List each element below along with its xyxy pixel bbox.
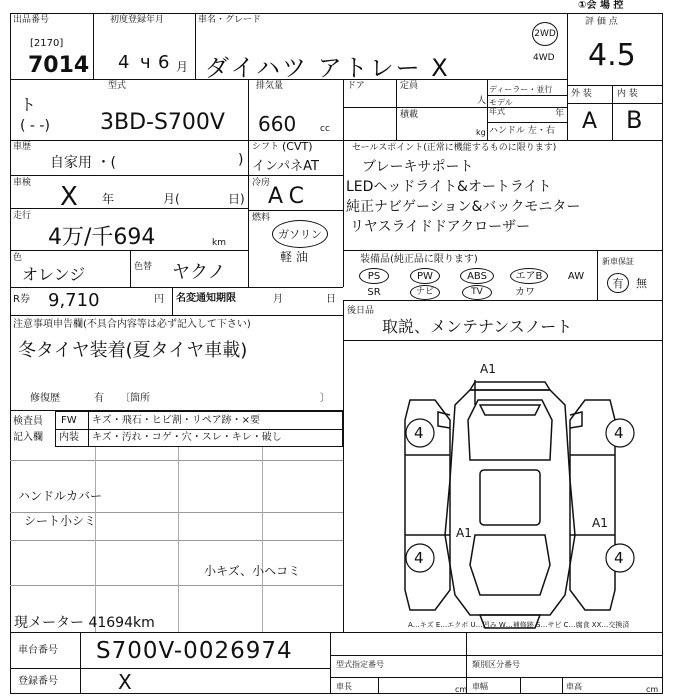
damage-legend: A…キズ E…エクボ U…凹み W…補修跡 S…サビ C…腐食 XX…交換済 [408,621,630,629]
length-cm-unit: cm [455,685,468,694]
damage-mark-front: A1 [480,362,496,376]
mark-t: ト [20,95,37,114]
mileage-value: 4万/千694 [48,225,156,250]
warranty-yes-circle: 有 [607,273,629,293]
yen-unit: 円 [154,294,164,305]
height-label: 車高 [566,682,582,691]
type-designation-label: 型式指定番号 [336,660,384,669]
after-items-title: 後日品 [347,306,375,316]
equip-sr: SR [367,287,381,298]
width-label: 車幅 [472,682,488,691]
first-registration-month: 6 [158,52,170,73]
interior-label: 内 装 [617,89,638,99]
lot-number-label: 出品番号 [13,15,50,25]
inspection-year-unit: 年 [102,192,115,206]
equip-ps: PS [359,268,389,284]
inspection-day-unit: 日) [228,192,245,206]
score-label: 評 価 点 [585,17,618,27]
cc-unit: cc [320,124,330,134]
equip-pw: PW [410,268,440,284]
comment-handle-cover: ハンドルカバー [18,489,103,503]
car-name-label: 車名・グレード [198,15,262,25]
registration-number-label: 登録番号 [18,676,58,687]
person-unit: 人 [477,96,487,106]
fw-items: キズ・飛石・ヒビ割・リペア跡・×要 [92,415,260,426]
shift-value2: インパネAT [252,159,319,174]
fuel-diesel: 軽 油 [280,250,308,264]
handle-label: ハンドル 左・右 [489,126,555,136]
capacity-label: 定員 [400,81,419,91]
comment-seat-stain: シート小シミ [24,514,97,528]
venue-label: ①会 場 控 [578,0,624,11]
repair-label: 修復歴 [30,393,60,404]
new-car-warranty-title: 新車保証 [602,257,634,266]
mileage-label: 走行 [13,211,32,221]
exterior-label: 外 装 [571,89,592,99]
drive-2wd-circle: 2WD [532,22,558,46]
sales-point-4: リヤスライドドアクローザー [350,219,531,235]
kg-unit: kg [476,128,486,137]
score-value: 4.5 [588,38,636,73]
length-label: 車長 [336,682,352,691]
interior-inspection-label: 内装 [59,432,79,443]
height-cm-unit: cm [646,685,659,694]
equip-airbag: エアB [510,268,548,284]
car-damage-diagram [380,360,660,660]
odometer-reading: 現メーター 41694km [14,615,155,631]
comment-small-scratch: 小キズ、小ヘコミ [204,564,301,578]
model-label: 型式 [108,81,127,91]
chassis-number-label: 車台番号 [18,645,58,656]
inspection-month-unit: 月( [163,192,180,206]
color-change-value: ヤクノ [172,262,226,283]
damage-mark-left: A1 [456,526,472,540]
shift-value: (CVT) [282,140,313,153]
after-items-value: 取説、メンテナンスノート [382,317,573,336]
color-label: 色 [13,253,23,263]
tax-label: 名変通知期限 [176,293,236,304]
sales-point-3: 純正ナビゲーション&バックモニター [346,199,581,215]
recycle-label: R券 [13,294,30,305]
repair-place: 〔箇所 [120,393,150,404]
registration-number-value: X [118,670,132,694]
equip-leather: カワ [515,287,535,298]
month-unit: 月 [176,60,189,74]
warranty-no: 無 [636,277,647,290]
history-value: 自家用 ・( [50,155,116,171]
sales-points-title: セールスポイント(正常に機能するものに限ります) [352,143,557,153]
color-change-label: 色替 [134,262,153,272]
inspection-value: X [60,182,78,212]
tire-mark-fl: 4 [414,424,424,442]
displacement-label: 排気量 [256,81,284,91]
model-year-unit: 年 [555,109,565,119]
notes-title: 注意事項申告欄(不具合内容等は必ず記入して下さい) [13,319,251,330]
sales-point-1: ブレーキサポート [362,159,474,175]
category-number-label: 類別区分番号 [472,660,520,669]
tire-mark-fr: 4 [614,424,624,442]
history-label: 車歴 [13,142,32,152]
door-label: ドア [347,81,365,91]
ac-label: 冷房 [252,178,271,188]
recycle-value: 9,710 [48,290,100,311]
interior-grade: B [626,106,643,134]
repair-close: 〕 [320,393,330,404]
tire-mark-rl: 4 [414,549,424,567]
chassis-number-value: S700V-0026974 [96,638,293,664]
damage-mark-right: A1 [592,516,608,530]
sales-point-2: LEDヘッドライト&オートライト [346,179,552,195]
inspection-label: 車検 [13,178,32,188]
auction-code: [2170] [30,38,64,49]
equip-tv: TV [462,285,492,300]
equip-abs: ABS [460,268,494,284]
mark-paren: ( - -) [20,118,50,134]
first-registration-year: 4 [118,52,130,73]
tire-mark-rr: 4 [614,549,624,567]
first-registration-sep: ч [140,52,151,73]
fw-label: FW [61,415,77,426]
displacement-value: 660 [258,112,297,136]
car-name-value: ダイハツ アトレー X [205,54,450,82]
notes-value: 冬タイヤ装着(夏タイヤ車載) [18,340,248,361]
model-year-label: モデル年式 [489,98,513,116]
first-registration-label: 初度登録年月 [110,15,165,25]
shift-label: シフト [252,142,280,152]
repair-yes: 有 [94,393,104,404]
fuel-gasoline-circle: ガソリン [272,220,328,248]
load-label: 積載 [400,110,419,120]
exterior-grade: A [582,109,598,134]
drive-4wd: 4WD [533,53,555,63]
lot-number: 7014 [28,53,90,78]
equip-navi: ナビ [410,285,440,300]
dealer-label: ディーラー・並行 [489,85,553,94]
color-value: オレンジ [22,265,86,284]
entry-label: 記入欄 [13,432,43,443]
model-value: 3BD-S700V [100,110,225,135]
ac-value: AC [268,184,311,209]
interior-items: キズ・汚れ・コゲ・穴・スレ・キレ・破し [92,432,282,443]
tax-month: 月 [273,294,283,305]
equip-aw: AW [567,271,585,282]
equipment-title: 装備品(純正品に限ります) [360,254,478,265]
fuel-label: 燃料 [252,213,271,223]
tax-day: 日 [326,294,336,305]
km-unit: km [212,238,226,248]
history-close: ) [238,152,244,168]
inspector-label: 検査員 [13,416,43,427]
